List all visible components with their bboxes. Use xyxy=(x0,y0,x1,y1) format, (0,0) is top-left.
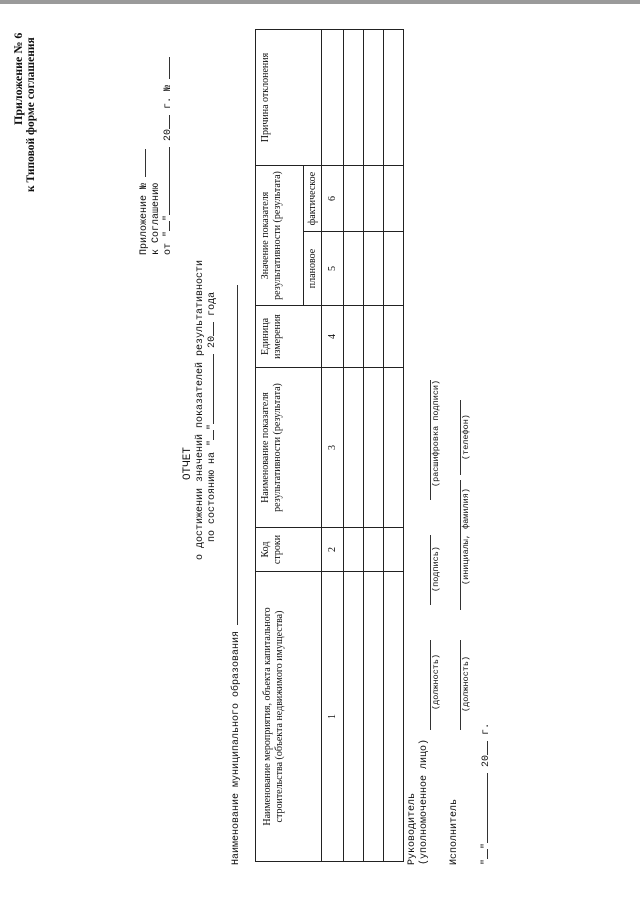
header-indicator-name: Наименование показателя результативности (результата) xyxy=(256,368,322,528)
report-date-line: по состоянию на "" 20 года xyxy=(207,291,218,542)
column-number-6: 6 xyxy=(322,166,344,232)
executor-phone-caption: (телефон) xyxy=(461,414,471,460)
column-number-3: 3 xyxy=(322,368,344,528)
head-decode-caption: (расшифровка подписи) xyxy=(431,379,441,487)
header-row-code: Код строки xyxy=(256,528,322,572)
executor-initials-caption: (инициалы, фамилия) xyxy=(461,488,471,585)
head-signature-caption: (подпись) xyxy=(431,546,441,592)
head-position-caption: (должность) xyxy=(431,653,441,710)
appendix-number: Приложение № 6 xyxy=(11,32,25,125)
header-indicator-value: Значение показателя результативности (результата) xyxy=(256,166,304,306)
header-deviation-reason: Причина отклонения xyxy=(256,30,322,166)
table-row xyxy=(344,30,364,862)
agreement-appendix-line: Приложение № xyxy=(140,149,150,255)
municipality-label: Наименование муниципального образования xyxy=(232,285,242,865)
header-unit: Единица измерения xyxy=(256,306,322,368)
signature-date-line: "" 20 г. xyxy=(481,722,492,865)
head-authorized-label: (уполномоченное лицо) xyxy=(419,738,430,865)
header-planned: плановое xyxy=(304,232,322,306)
table-row xyxy=(384,30,404,862)
column-number-7 xyxy=(322,30,344,166)
column-number-2: 2 xyxy=(322,528,344,572)
report-subtitle: о достижении значений показателей результативности xyxy=(195,259,206,560)
executor-label: Исполнитель xyxy=(449,798,460,865)
head-label: Руководитель xyxy=(407,792,418,865)
column-number-1: 1 xyxy=(322,572,344,862)
header-activity-name: Наименование мероприятия, объекта капитального строительства (объекта недвижимого имущества) xyxy=(256,572,322,862)
agreement-to-line: к Соглашению xyxy=(151,182,162,255)
report-table xyxy=(255,29,404,862)
header-actual: фактическое xyxy=(304,166,322,232)
column-number-5: 5 xyxy=(322,232,344,306)
report-title: ОТЧЕТ xyxy=(182,446,194,480)
executor-position-caption: (должность) xyxy=(461,655,471,712)
column-number-4: 4 xyxy=(322,306,344,368)
agreement-date-line: от "" 20 г. № xyxy=(164,57,174,255)
table-row xyxy=(364,30,384,862)
appendix-to-form: к Типовой форме соглашения xyxy=(25,37,37,192)
